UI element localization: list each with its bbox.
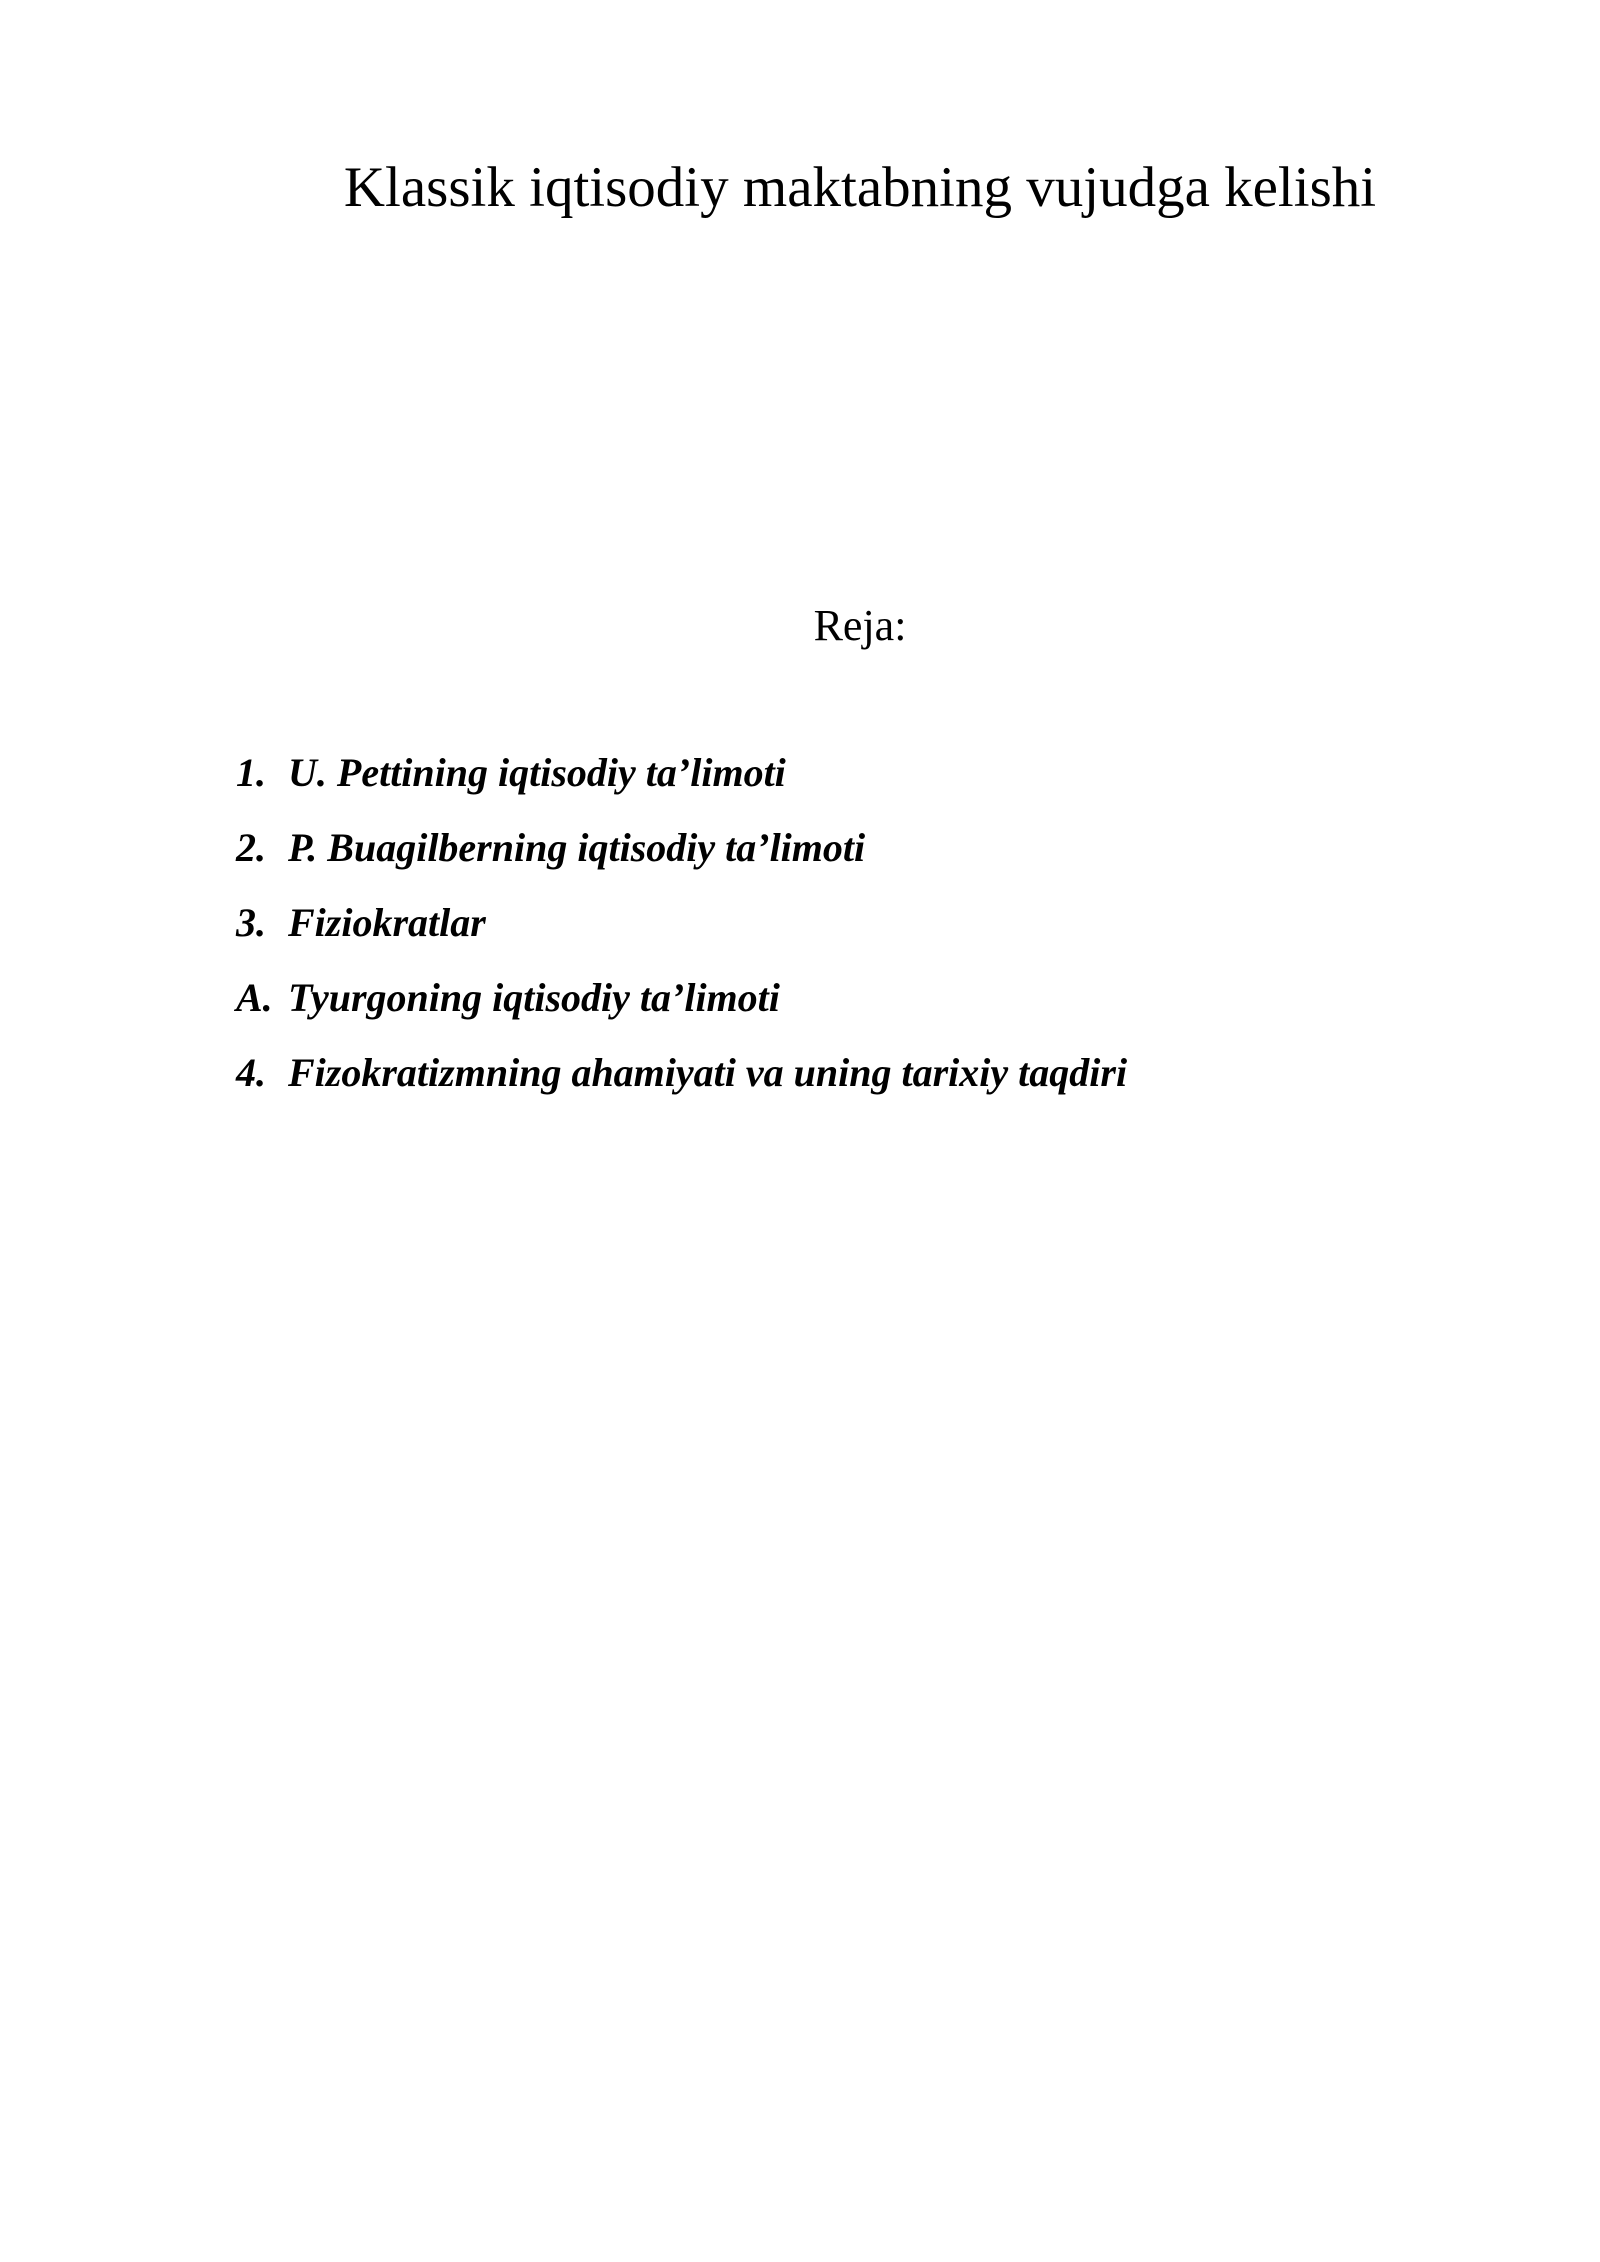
- plan-item-marker: 3.: [236, 900, 266, 945]
- plan-item-text: U. Pettining iqtisodiy ta’limoti: [288, 750, 786, 795]
- plan-item-text: Fizokratizmning ahamiyati va uning tarixiy taqdiri: [288, 1050, 1128, 1095]
- plan-item-marker: 1.: [236, 750, 266, 795]
- plan-list: [236, 745, 1127, 1120]
- plan-heading: Reja:: [813, 601, 907, 650]
- plan-item-marker: A.: [236, 975, 273, 1020]
- plan-item-1: [236, 745, 1127, 820]
- plan-item-5: [236, 1045, 1127, 1120]
- plan-item-text: Fiziokratlar: [288, 900, 486, 945]
- plan-item-2: [236, 820, 1127, 895]
- plan-item-text: Tyurgoning iqtisodiy ta’limoti: [288, 975, 780, 1020]
- plan-item-marker: 4.: [236, 1050, 266, 1095]
- plan-item-3: [236, 895, 1127, 970]
- plan-item-text: P. Buagilberning iqtisodiy ta’limoti: [288, 825, 866, 870]
- document-title: Klassik iqtisodiy maktabning vujudga kelishi: [343, 156, 1377, 219]
- plan-item-4: [236, 970, 1127, 1045]
- plan-item-marker: 2.: [236, 825, 266, 870]
